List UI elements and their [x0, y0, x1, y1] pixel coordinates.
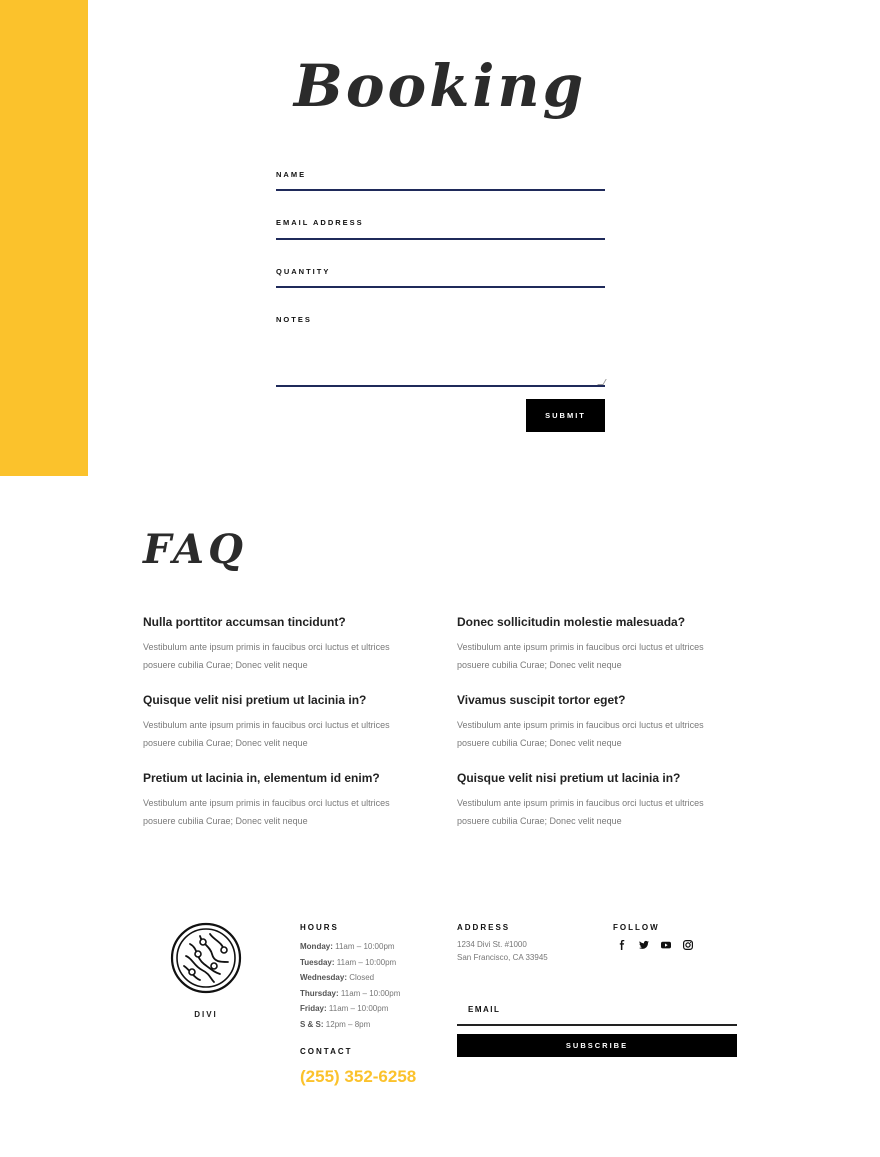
- contact-heading: CONTACT: [300, 1047, 353, 1056]
- newsletter-email-underline: [457, 1024, 737, 1026]
- name-underline: [276, 189, 605, 191]
- faq-question: Pretium ut lacinia in, elementum id enim?: [143, 771, 380, 785]
- follow-heading: FOLLOW: [613, 923, 660, 932]
- address-block: [457, 938, 548, 964]
- address-heading: ADDRESS: [457, 923, 511, 932]
- newsletter-email-label: EMAIL: [468, 1005, 501, 1014]
- email-field: [276, 218, 605, 240]
- hours-row: [300, 986, 400, 1002]
- faq-answer: Vestibulum ante ipsum primis in faucibus orci luctus et ultrices posuere cubilia Curae; Donec velit neque: [143, 798, 390, 826]
- name-input[interactable]: [276, 172, 605, 190]
- twitter-icon[interactable]: [638, 939, 650, 951]
- hours-day: S & S:: [300, 1019, 324, 1029]
- quantity-label: QUANTITY: [276, 267, 331, 276]
- notes-textarea[interactable]: [276, 329, 605, 384]
- newsletter-email-input[interactable]: [457, 1000, 737, 1024]
- address-line-2: San Francisco, CA 33945: [457, 953, 548, 962]
- faq-question: Quisque velit nisi pretium ut lacinia in?: [457, 771, 681, 785]
- youtube-icon[interactable]: [660, 939, 672, 951]
- hours-day: Monday:: [300, 942, 333, 951]
- subscribe-button[interactable]: SUBSCRIBE: [457, 1034, 737, 1057]
- quantity-field: [276, 267, 605, 289]
- notes-underline: [276, 385, 605, 387]
- hours-row: [300, 955, 400, 971]
- faq-question: Vivamus suscipit tortor eget?: [457, 693, 626, 707]
- hours-day: Tuesday:: [300, 957, 335, 967]
- faq-question: Nulla porttitor accumsan tincidunt?: [143, 615, 346, 629]
- faq-item: [457, 771, 747, 830]
- name-label: NAME: [276, 170, 307, 179]
- booking-title: Booking: [293, 52, 587, 120]
- hours-time: Closed: [349, 973, 375, 982]
- quantity-underline: [276, 286, 605, 288]
- faq-answer: Vestibulum ante ipsum primis in faucibus orci luctus et ultrices posuere cubilia Curae; Donec velit neque: [457, 642, 704, 670]
- hours-list: [300, 939, 400, 1032]
- hours-row: [300, 970, 400, 986]
- faq-question: Quisque velit nisi pretium ut lacinia in?: [143, 693, 367, 707]
- hours-day: Friday:: [300, 1004, 327, 1013]
- faq-answer: Vestibulum ante ipsum primis in faucibus orci luctus et ultrices posuere cubilia Curae; Donec velit neque: [457, 720, 704, 748]
- faq-answer: Vestibulum ante ipsum primis in faucibus orci luctus et ultrices posuere cubilia Curae; Donec velit neque: [457, 798, 704, 826]
- faq-item: [457, 693, 747, 752]
- faq-item: [143, 615, 433, 674]
- hours-time: 12pm – 8pm: [325, 1019, 371, 1029]
- faq-item: [143, 693, 433, 752]
- logo-name: DIVI: [194, 1010, 218, 1019]
- hours-day: Thursday:: [300, 988, 339, 998]
- facebook-icon[interactable]: [616, 939, 628, 951]
- notes-field: [276, 315, 605, 388]
- faq-answer: Vestibulum ante ipsum primis in faucibus orci luctus et ultrices posuere cubilia Curae; Donec velit neque: [143, 642, 390, 670]
- hours-time: 11am – 10:00pm: [336, 957, 397, 967]
- divi-logo-icon[interactable]: [170, 922, 242, 994]
- hours-time: 11am – 10:00pm: [335, 942, 395, 951]
- submit-button[interactable]: SUBMIT: [526, 399, 605, 432]
- address-line-1: 1234 Divi St. #1000: [457, 940, 527, 949]
- name-field: [276, 170, 605, 192]
- email-underline: [276, 238, 605, 240]
- faq-item: [143, 771, 433, 830]
- hours-time: 11am – 10:00pm: [328, 1004, 389, 1013]
- hours-row: [300, 1017, 400, 1033]
- hours-row: [300, 1001, 400, 1017]
- hours-heading: HOURS: [300, 923, 339, 932]
- hours-time: 11am – 10:00pm: [340, 988, 401, 998]
- quantity-input[interactable]: [276, 269, 605, 287]
- email-input[interactable]: [276, 220, 605, 238]
- contact-phone[interactable]: (255) 352-6258: [300, 1067, 417, 1086]
- faq-answer: Vestibulum ante ipsum primis in faucibus orci luctus et ultrices posuere cubilia Curae; Donec velit neque: [143, 720, 390, 748]
- email-label: EMAIL ADDRESS: [276, 218, 364, 227]
- hours-row: [300, 939, 400, 955]
- faq-title: FAQ: [143, 526, 247, 573]
- faq-item: [457, 615, 747, 674]
- notes-label: NOTES: [276, 315, 312, 324]
- instagram-icon[interactable]: [682, 939, 694, 951]
- faq-question: Donec sollicitudin molestie malesuada?: [457, 615, 686, 629]
- hours-day: Wednesday:: [300, 973, 347, 982]
